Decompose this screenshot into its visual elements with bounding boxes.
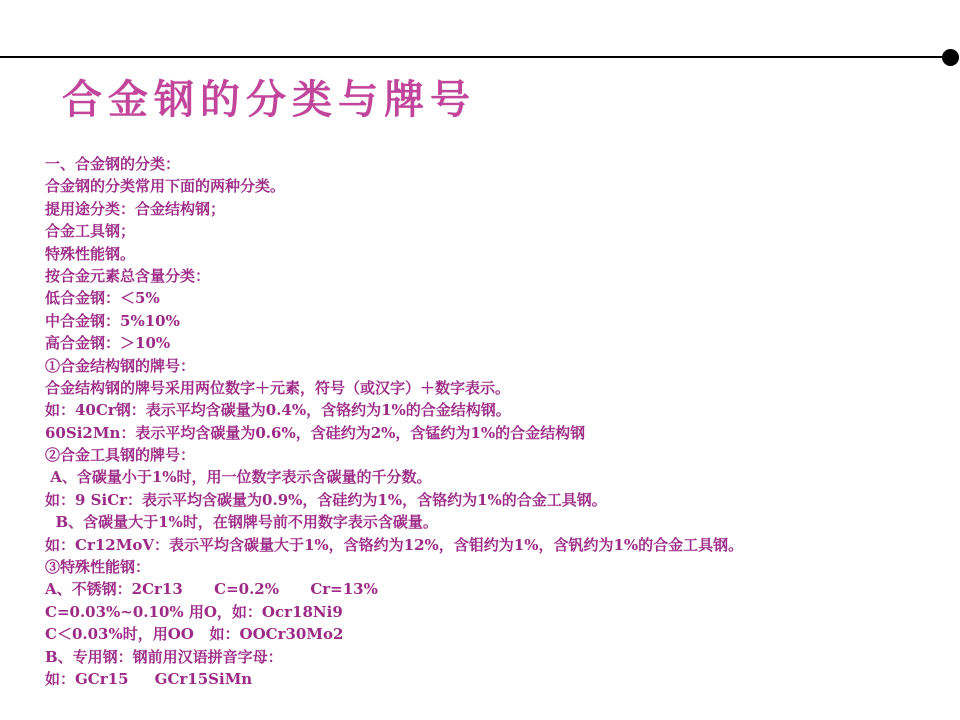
text-line: 合金结构钢的牌号采用两位数字＋元素，符号（或汉字）＋数字表示。 [45, 378, 511, 397]
text-line: ②合金工具钢的牌号： [45, 446, 196, 465]
text-line: 一、合金钢的分类： [45, 155, 181, 173]
text-line: 60Si2Mn：表示平均含碳量为0.6%，含硅约为2%，含锰约为1%的合金结构钢 [45, 423, 586, 442]
text-line: 高合金钢：＞10% [45, 334, 171, 353]
text-line: ①合金结构钢的牌号： [45, 356, 196, 375]
text-line: 如：Cr12MoV：表示平均含碳量大于1%，含铬约为12%，含钼约为1%，含钒约为1%的合金工具钢。 [45, 535, 744, 554]
slide-title: 合金钢的分类与牌号 [62, 76, 476, 123]
text-line: 合金钢的分类常用下面的两种分类。 [45, 177, 286, 196]
text-line: 合金工具钢； [45, 222, 136, 241]
text-line: ③特殊性能钢： [45, 558, 151, 577]
body-text [45, 153, 743, 690]
text-line: 提用途分类：合金结构钢； [45, 199, 226, 218]
text-line: A、含碳量小于1%时，用一位数字表示含碳量的千分数。 [45, 468, 432, 487]
text-line: B、含碳量大于1%时，在钢牌号前不用数字表示含碳量。 [45, 513, 438, 532]
divider-end-dot [942, 49, 959, 66]
text-line: C＜0.03%时，用OO 如：OOCr30Mo2 [45, 625, 344, 644]
text-line: 中合金钢：5%10% [45, 311, 180, 330]
text-line: 如：40Cr钢：表示平均含碳量为0.4%，含铬约为1%的合金结构钢。 [45, 401, 511, 420]
text-line: 按合金元素总含量分类： [45, 266, 211, 285]
text-line: 低合金钢：＜5% [45, 289, 160, 308]
text-line: 特殊性能钢。 [45, 244, 136, 263]
text-line: 如：9 SiCr：表示平均含碳量为0.9%，含硅约为1%，含铬约为1%的合金工具钢。 [45, 490, 607, 509]
text-line: A、不锈钢：2Cr13 C=0.2% Cr=13% [45, 580, 378, 599]
text-line: B、专用钢：钢前用汉语拼音字母： [45, 647, 283, 666]
top-divider-line [0, 56, 950, 58]
text-line: 如：GCr15 GCr15SiMn [45, 669, 253, 688]
text-line: C=0.03%~0.10% 用O，如：Ocr18Ni9 [45, 602, 343, 621]
